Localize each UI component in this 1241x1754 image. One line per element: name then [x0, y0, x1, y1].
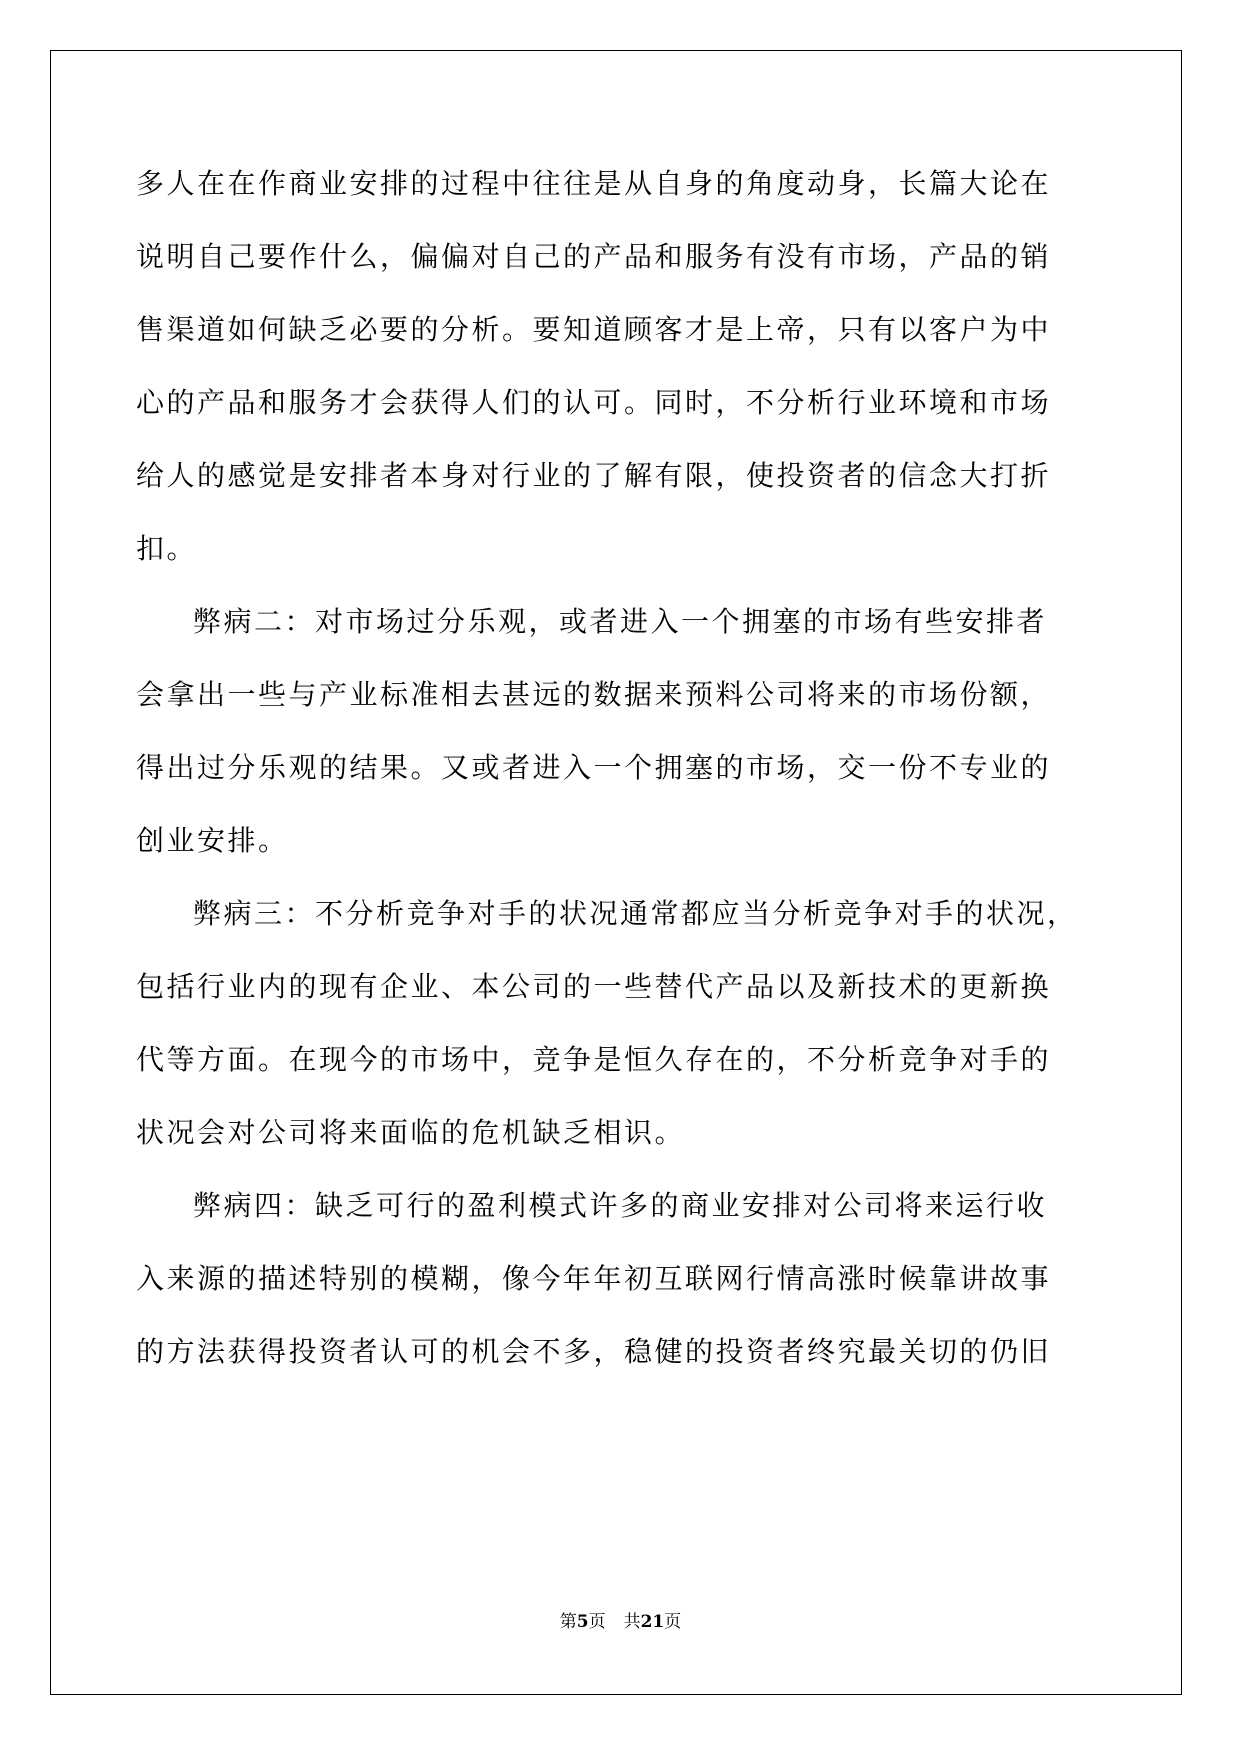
- total-suffix: 页: [664, 1612, 682, 1632]
- page-prefix: 第: [559, 1612, 577, 1632]
- text-line: 代等方面。在现今的市场中，竞争是恒久存在的，不分析竞争对手的: [136, 1043, 1052, 1076]
- text-line: 售渠道如何缺乏必要的分析。要知道顾客才是上帝，只有以客户为中: [136, 313, 1052, 346]
- text-line: 得出过分乐观的结果。又或者进入一个拥塞的市场，交一份不专业的: [136, 751, 1052, 784]
- total-pages: 21: [640, 1612, 665, 1632]
- text-line: 弊病三：不分析竞争对手的状况通常都应当分析竞争对手的状况，: [193, 897, 1078, 930]
- text-line: 状况会对公司将来面临的危机缺乏相识。: [136, 1116, 686, 1149]
- text-line: 会拿出一些与产业标准相去甚远的数据来预料公司将来的市场份额，: [136, 678, 1052, 711]
- text-line: 入来源的描述特别的模糊，像今年年初互联网行情高涨时候靠讲故事: [136, 1262, 1052, 1295]
- page-number: 5: [576, 1612, 589, 1632]
- text-line: 给人的感觉是安排者本身对行业的了解有限，使投资者的信念大打折: [136, 459, 1052, 492]
- total-prefix: 共: [623, 1612, 641, 1632]
- text-line: 包括行业内的现有企业、本公司的一些替代产品以及新技术的更新换: [136, 970, 1052, 1003]
- page-border: [50, 50, 1182, 1695]
- text-line: 多人在在作商业安排的过程中往往是从自身的角度动身，长篇大论在: [136, 167, 1052, 200]
- page-footer: [0, 1611, 1241, 1633]
- text-line: 的方法获得投资者认可的机会不多，稳健的投资者终究最关切的仍旧: [136, 1335, 1052, 1368]
- text-line: 创业安排。: [136, 824, 289, 857]
- text-line: 弊病四：缺乏可行的盈利模式许多的商业安排对公司将来运行收: [193, 1189, 1048, 1222]
- text-line: 弊病二：对市场过分乐观，或者进入一个拥塞的市场有些安排者: [193, 605, 1048, 638]
- text-line: 心的产品和服务才会获得人们的认可。同时，不分析行业环境和市场: [136, 386, 1052, 419]
- page-suffix: 页: [588, 1612, 606, 1632]
- text-line: 扣。: [136, 532, 198, 565]
- text-line: 说明自己要作什么，偏偏对自己的产品和服务有没有市场，产品的销: [136, 240, 1052, 273]
